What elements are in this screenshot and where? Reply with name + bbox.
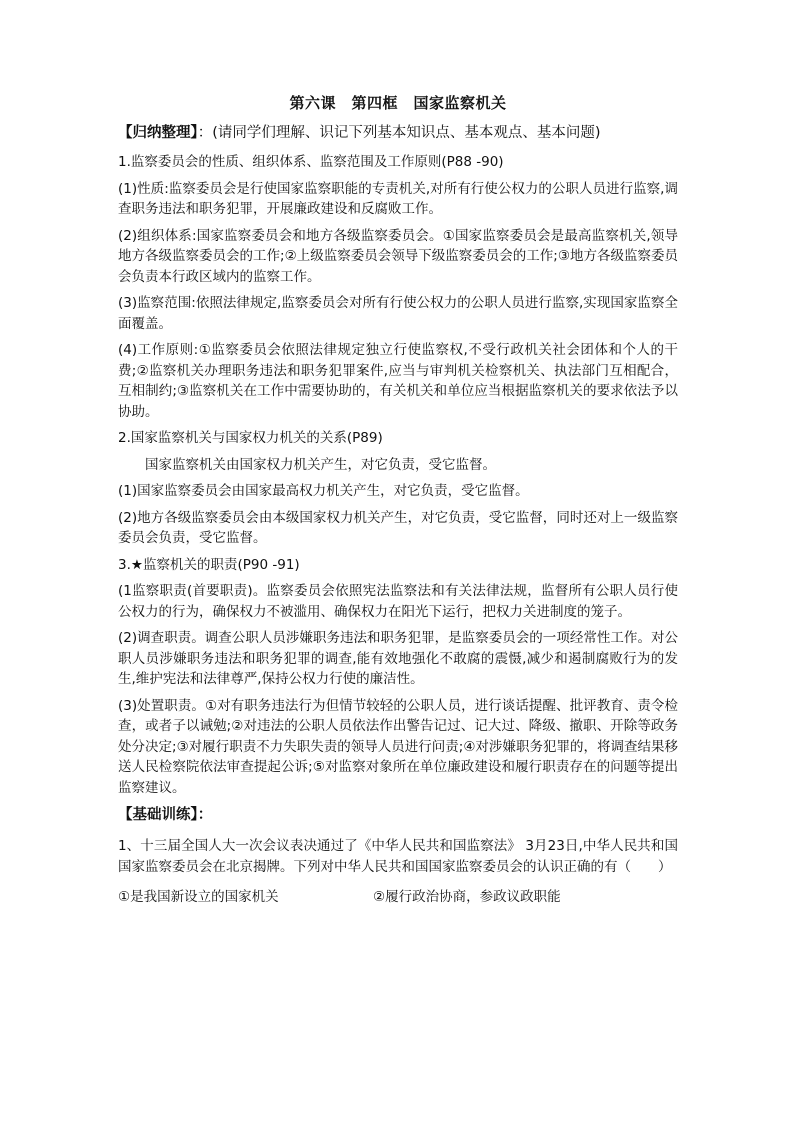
point-2-heading: 2.国家监察机关与国家权力机关的关系(P89) — [118, 430, 383, 446]
question-1-options — [118, 887, 678, 907]
point-1-heading: 1.监察委员会的性质、组织体系、监察范围及工作原则(P88 -90) — [118, 154, 504, 170]
relation-national: (1)国家监察委员会由国家最高权力机关产生，对它负责，受它监督。 — [118, 483, 529, 499]
scope-paragraph: (3)监察范围:依照法律规定,监察委员会对所有行使公权力的公职人员进行监察,实现国家监察全面覆盖。 — [118, 295, 678, 332]
duty-investigation: (2)调查职责。调查公职人员涉嫌职务违法和职务犯罪，是监察委员会的一项经常性工作。对公职人员涉嫌职务违法和职务犯罪的调查,能有效地强化不敢腐的震慑,减少和遏制腐败行为的发生,维护宪法和法律尊严,保持公权力行使的廉洁性。 — [118, 630, 678, 687]
practice-heading — [118, 804, 678, 826]
duty-supervision: (1监察职责(首要职责)。监察委员会依照宪法监察法和有关法律法规，监督所有公职人员行使公权力的行为，确保权力不被滥用、确保权力在阳光下运行，把权力关进制度的笼子。 — [118, 583, 678, 620]
document-page — [118, 92, 678, 907]
nature-paragraph: (1)性质:监察委员会是行使国家监察职能的专责机关,对所有行使公权力的公职人员进行监察,调查职务违法和职务犯罪，开展廉政建设和反腐败工作。 — [118, 180, 678, 217]
option-1: ①是我国新设立的国家机关 — [118, 889, 279, 905]
organization-paragraph: (2)组织体系:国家监察委员会和地方各级监察委员会。①国家监察委员会是最高监察机关,领导地方各级监察委员会的工作;②上级监察委员会领导下级监察委员会的工作;③地方各级监察委员会负责本行政区域内的监察工作。 — [118, 227, 678, 285]
question-1: 1、十三届全国人大一次会议表决通过了《中华人民共和国监察法》 3月23日,中华人民共和国国家监察委员会在北京揭牌。下列对中华人民共和国国家监察委员会的认识正确的有（ ） — [118, 838, 678, 875]
page-title: 第六课 第四框 国家监察机关 — [289, 94, 507, 112]
practice-label: 【基础训练】： — [118, 807, 213, 823]
summary-heading — [118, 122, 678, 144]
relation-summary: 国家监察机关由国家权力机关产生，对它负责，受它监督。 — [145, 456, 496, 473]
relation-local: (2)地方各级监察委员会由本级国家权力机关产生，对它负责，受它监督，同时还对上一级监察委员会负责，受它监督。 — [118, 509, 678, 546]
principles-paragraph: (4)工作原则:①监察委员会依照法律规定独立行使监察权,不受行政机关社会团体和个人的干费;②监察机关办理职务违法和职务犯罪案件,应当与审判机关检察机关、执法部门互相配合，互相制约;③监察机关在工作中需要协助的，有关机关和单位应当根据监察机关的要求依法予以协助。 — [118, 342, 678, 420]
option-2: ②履行政治协商，参政议政职能 — [373, 889, 561, 905]
summary-note: ：(请同学们理解、识记下列基本知识点、基本观点、基本问题) — [197, 125, 601, 141]
point-3-heading: 3.★监察机关的职责(P90 -91) — [118, 556, 300, 573]
summary-label: 【归纳整理】 — [118, 125, 198, 141]
duty-disposal: (3)处置职责。①对有职务违法行为但情节较轻的公职人员，进行谈话提醒、批评教育、责令检查，或者子以诫勉;②对违法的公职人员依法作出警告记过、记大过、降级、撤职、开除等政务处分决定;③对履行职责不力失职失责的领导人员进行问责;④对涉嫌职务犯罪的，将调查结果移送人民检察院依法审查提起公诉;⑤对监察对象所在单位廉政建设和履行职责存在的问题等提出监察建议。 — [118, 697, 678, 796]
